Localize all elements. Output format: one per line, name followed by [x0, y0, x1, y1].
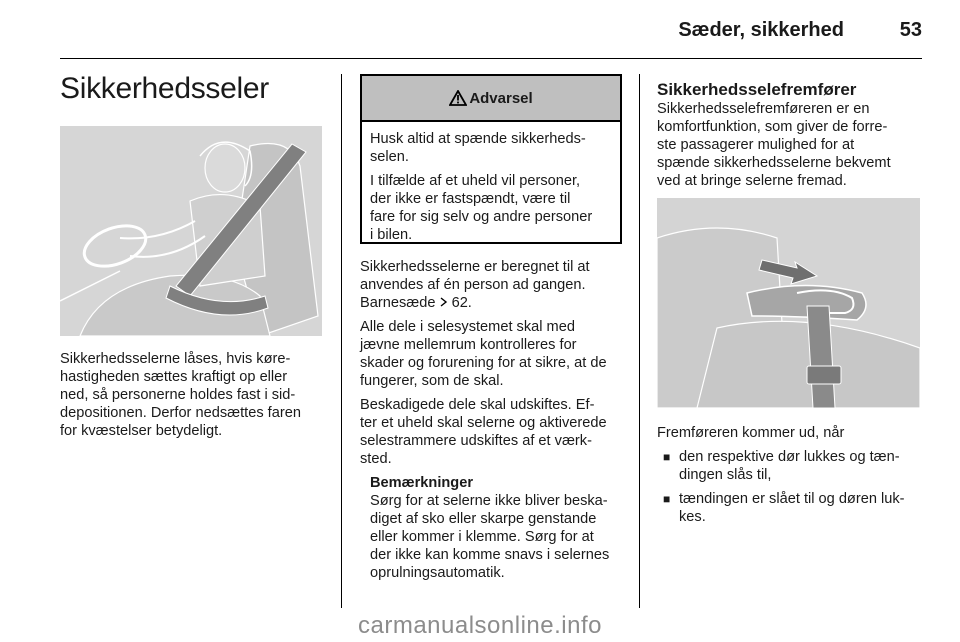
- text-line: Sikkerhedsselerne er beregnet til at: [360, 259, 590, 275]
- text-line: spænde sikkerhedsselerne bekvemt: [657, 155, 891, 171]
- section-title: Sæder, sikkerhed: [678, 19, 844, 41]
- note-line: Sørg for at selerne ikke bliver beska-: [370, 493, 608, 509]
- list-line: tændingen er slået til og døren luk-: [679, 491, 905, 507]
- note-title: Bemærkninger: [370, 475, 473, 491]
- page-header: [0, 0, 960, 62]
- note-line: eller kommer i klemme. Sørg for at: [370, 529, 594, 545]
- column-divider-right: [639, 74, 640, 608]
- page-number: 53: [899, 19, 922, 41]
- warning-line: der ikke er fastspændt, være til: [370, 191, 571, 207]
- middle-text: [360, 258, 628, 582]
- note-block: [360, 474, 628, 582]
- warning-paragraph: [370, 172, 612, 244]
- header-rule: [60, 58, 922, 59]
- right-conditions: [657, 424, 927, 532]
- warning-body: [362, 122, 620, 244]
- text-line: anvendes af én person ad gangen.: [360, 277, 586, 293]
- note-line: der ikke kan komme snavs i selernes: [370, 547, 610, 563]
- text-line: ved at bringe selerne fremad.: [657, 173, 847, 189]
- subsection-heading: Sikkerhedsselefremfører: [657, 80, 857, 99]
- text-line: ter et uheld skal selerne og aktiverede: [360, 415, 607, 431]
- warning-line: i bilen.: [370, 227, 413, 243]
- inspection-paragraph: [360, 318, 628, 390]
- section-heading: Sikkerhedsseler: [60, 72, 269, 105]
- text-line: sted.: [360, 451, 392, 467]
- text-line: komfortfunktion, som giver de forre-: [657, 119, 888, 135]
- replacement-paragraph: [360, 396, 628, 468]
- note-line: diget af sko eller skarpe genstande: [370, 511, 597, 527]
- list-line: kes.: [679, 509, 706, 525]
- text-line: ste passagerer mulighed for at: [657, 137, 855, 153]
- text-line: Sikkerhedsselefremføreren er en: [657, 101, 870, 117]
- belt-presenter-illustration: [657, 198, 920, 408]
- text-line: skader og forurening for at sikre, at de: [360, 355, 607, 371]
- warning-line: selen.: [370, 149, 409, 165]
- warning-paragraph: [370, 130, 612, 166]
- warning-title: Advarsel: [469, 89, 533, 107]
- intro-line: Sikkerhedsselerne låses, hvis køre-: [60, 351, 291, 367]
- conditions-list: [657, 448, 927, 526]
- watermark: carmanualsonline.info: [358, 612, 602, 639]
- page-reference-icon: [440, 297, 448, 307]
- list-item: [657, 490, 927, 526]
- conditions-intro: Fremføreren kommer ud, når: [657, 425, 845, 441]
- list-item: [657, 448, 927, 484]
- intro-line: depositionen. Derfor nedsættes faren: [60, 405, 301, 421]
- right-intro: [657, 80, 927, 190]
- warning-line: fare for sig selv og andre personer: [370, 209, 593, 225]
- list-line: den respektive dør lukkes og tæn-: [679, 449, 900, 465]
- note-line: oprulningsautomatik.: [370, 565, 505, 581]
- intro-line: for kvæstelser betydeligt.: [60, 423, 223, 439]
- reference-page: 62.: [451, 295, 472, 311]
- text-line: Beskadigede dele skal udskiftes. Ef-: [360, 397, 595, 413]
- warning-header: [362, 76, 620, 122]
- warning-line: I tilfælde af et uheld vil personer,: [370, 173, 581, 189]
- intro-line: ned, så personerne holdes fast i sid-: [60, 387, 296, 403]
- usage-paragraph: [360, 258, 628, 312]
- warning-line: Husk altid at spænde sikkerheds-: [370, 131, 586, 147]
- cross-reference-link[interactable]: [360, 295, 472, 311]
- warning-triangle-icon: [449, 90, 467, 106]
- text-line: selestrammere udskiftes af et værk-: [360, 433, 592, 449]
- column-divider-left: [341, 74, 342, 608]
- text-line: jævne mellemrum kontrolleres for: [360, 337, 577, 353]
- intro-paragraph: [60, 350, 324, 440]
- text-line: Alle dele i selesystemet skal med: [360, 319, 575, 335]
- reference-text: Barnesæde: [360, 295, 436, 311]
- intro-line: hastigheden sættes kraftigt op eller: [60, 369, 288, 385]
- list-line: dingen slås til,: [679, 467, 772, 483]
- text-line: fungerer, som de skal.: [360, 373, 504, 389]
- warning-box: [360, 74, 622, 244]
- seatbelt-driver-illustration: [60, 126, 322, 336]
